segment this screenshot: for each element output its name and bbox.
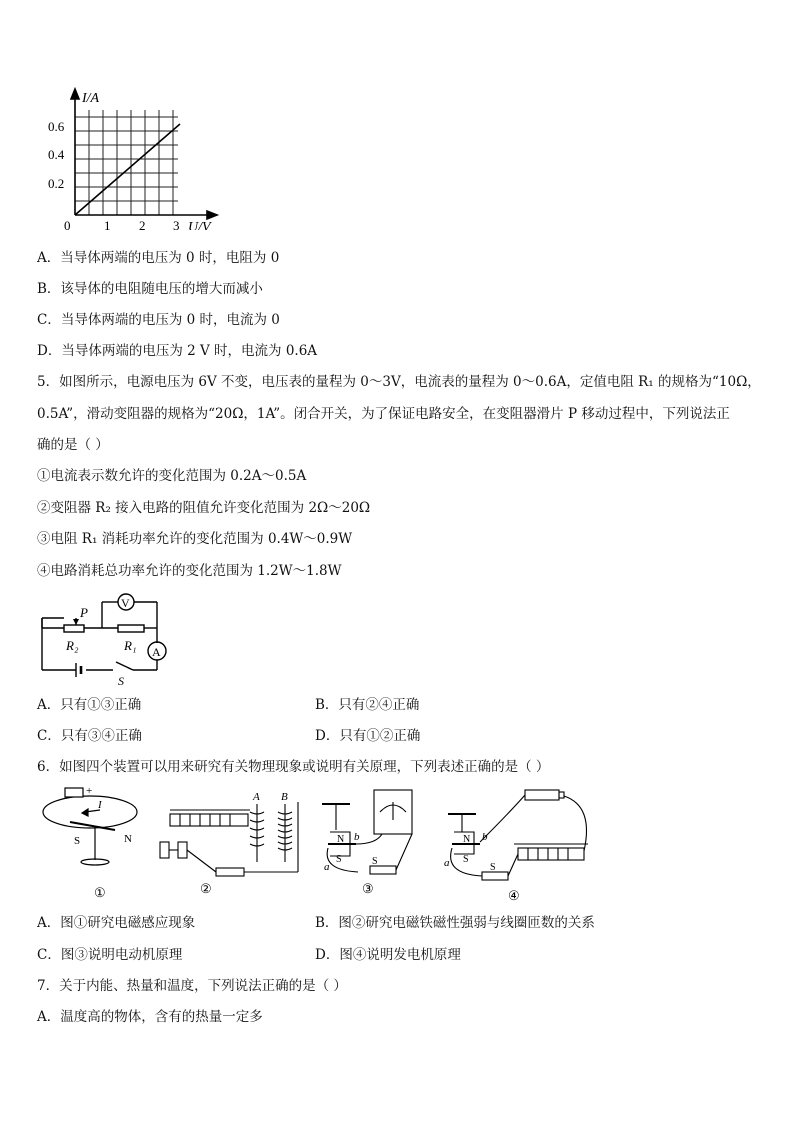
- q6-option-a[interactable]: A．图①研究电磁感应现象: [37, 915, 196, 931]
- q5-option-a[interactable]: A．只有①③正确: [37, 697, 142, 713]
- fig3-n: N: [337, 834, 345, 845]
- q7-stem: 7．关于内能、热量和温度，下列说法正确的是（ ）: [37, 978, 347, 994]
- q4-option-a[interactable]: A．当导体两端的电压为 0 时，电阻为 0: [37, 250, 280, 266]
- fig1-current: I: [98, 799, 102, 811]
- y-tick-label: 0.6: [48, 119, 65, 134]
- q4-option-d[interactable]: D．当导体两端的电压为 2 V 时，电流为 0.6A: [37, 343, 318, 359]
- q5-stem-line1: 5．如图所示，电源电压为 6V 不变，电压表的量程为 0～3V，电流表的量程为 0～0.6A，定值电阻 R₁ 的规格为“10Ω，: [37, 374, 761, 390]
- origin-label: 0: [64, 218, 71, 230]
- fig4-s: S: [463, 854, 469, 865]
- x-axis-label: U/V: [188, 220, 211, 230]
- ammeter-label: A: [152, 645, 161, 659]
- fig2-electromagnets: [160, 802, 298, 876]
- q4-option-b[interactable]: B．该导体的电阻随电压的增大而减小: [37, 281, 263, 297]
- fig2-a: A: [253, 791, 260, 803]
- q5-statement-3: ③电阻 R₁ 消耗功率允许的变化范围为 0.4W～0.9W: [37, 531, 353, 547]
- fig3-wire-b: b: [354, 831, 360, 843]
- fig3-s: S: [336, 854, 342, 865]
- q5-statement-2: ②变阻器 R₂ 接入电路的阻值允许变化范围为 2Ω～20Ω: [37, 500, 371, 516]
- x-tick-label: 1: [104, 218, 111, 230]
- r1-resistor: [118, 625, 144, 632]
- q5-option-c[interactable]: C．只有③④正确: [37, 728, 142, 744]
- q6-option-c[interactable]: C．图③说明电动机原理: [37, 947, 183, 963]
- fig1-s: S: [74, 835, 81, 847]
- fig4-wire-b: b: [482, 831, 488, 843]
- q6-figures: [40, 782, 600, 902]
- fig4-switch-s: S: [490, 862, 496, 873]
- q5-stem-line2: 0.5A”，滑动变阻器的规格为“20Ω，1A”。闭合开关，为了保证电路安全，在变阻器滑片 P 移动过程中，下列说法正: [37, 406, 730, 422]
- r2-label: R₂: [66, 638, 79, 653]
- fig1-plus: +: [86, 785, 93, 797]
- fig3-wire-a: a: [324, 861, 330, 873]
- fig2-number: ②: [200, 881, 212, 896]
- fig4-n: N: [463, 834, 471, 845]
- fig1-n: N: [124, 833, 132, 845]
- graph-grid: [75, 110, 178, 215]
- fig4-wire-a: a: [444, 857, 450, 869]
- x-tick-label: 2: [139, 218, 146, 230]
- fig3-switch-s: S: [372, 856, 378, 867]
- q5-stem-line3: 确的是（ ）: [37, 437, 109, 453]
- voltmeter-label: V: [121, 596, 130, 610]
- q5-option-b[interactable]: B．只有②④正确: [315, 697, 420, 713]
- y-tick-label: 0.2: [48, 176, 65, 191]
- x-tick-label: 3: [173, 218, 180, 230]
- r1-label: R₁: [124, 638, 137, 653]
- q7-option-a[interactable]: A．温度高的物体，含有的热量一定多: [37, 1009, 263, 1025]
- fig3-number: ③: [362, 881, 374, 896]
- fig1-number: ①: [94, 885, 106, 900]
- y-axis-label: I/A: [82, 91, 100, 106]
- i-u-graph: [40, 80, 240, 230]
- q6-stem: 6．如图四个装置可以用来研究有关物理现象或说明有关原理，下列表述正确的是（ ）: [37, 759, 550, 775]
- r2-resistor: [64, 625, 84, 632]
- fig2-b: B: [281, 791, 288, 803]
- fig1-compass-wire: [43, 788, 137, 865]
- fig4-number: ④: [508, 888, 520, 902]
- q5-statement-4: ④电路消耗总功率允许的变化范围为 1.2W～1.8W: [37, 563, 342, 579]
- q5-option-d[interactable]: D．只有①②正确: [315, 728, 421, 744]
- q5-statement-1: ①电流表示数允许的变化范围为 0.2A～0.5A: [37, 468, 307, 484]
- y-tick-label: 0.4: [48, 147, 65, 162]
- slider-label: P: [80, 605, 88, 620]
- q6-option-b[interactable]: B．图②研究电磁铁磁性强弱与线圈匝数的关系: [315, 915, 595, 931]
- q6-option-d[interactable]: D．图④说明发电机原理: [315, 947, 461, 963]
- switch-label: S: [118, 674, 124, 686]
- q4-option-c[interactable]: C．当导体两端的电压为 0 时，电流为 0: [37, 312, 280, 328]
- q5-circuit-diagram: [36, 588, 181, 686]
